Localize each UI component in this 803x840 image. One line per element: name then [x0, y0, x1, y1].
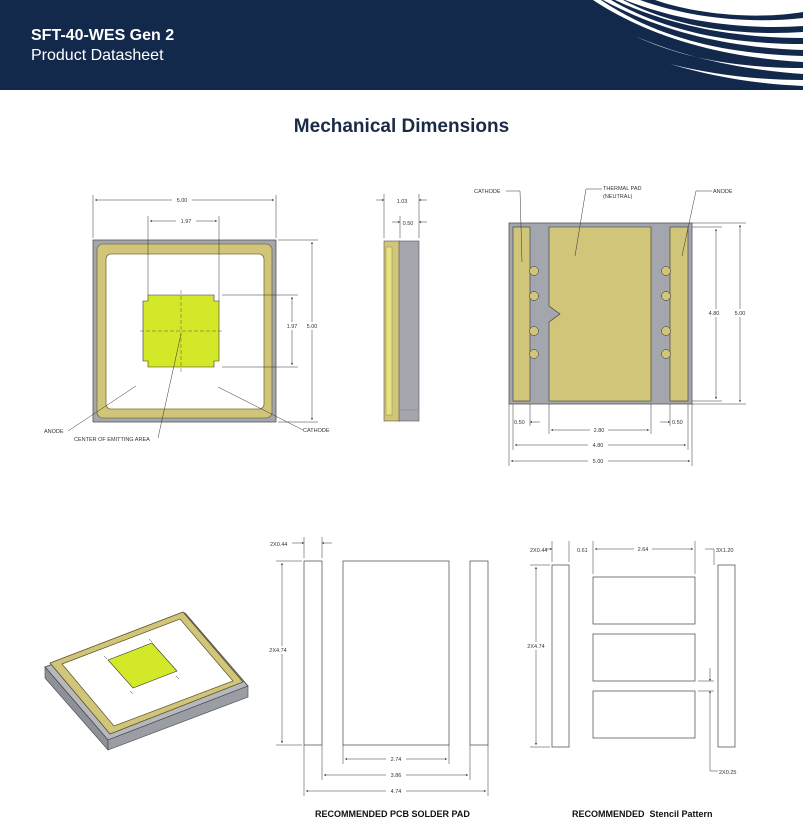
isometric-view-drawing	[45, 612, 248, 750]
bottom-outer-width-dim: 5.00	[592, 459, 604, 465]
stencil-pad-width-dim: 2X0.44	[530, 548, 548, 554]
thermal-pad-label-2: (NEUTRAL)	[603, 194, 633, 200]
pcb-pad-caption: RECOMMENDED PCB SOLDER PAD	[315, 809, 470, 819]
thermal-pad	[549, 227, 651, 401]
pcb-left-pad	[304, 561, 322, 745]
product-name: SFT-40-WES Gen 2	[31, 27, 175, 44]
bottom-anode-label: ANODE	[713, 189, 733, 195]
bottom-center-pad-dim: 2.80	[593, 428, 605, 434]
document-subtitle: Product Datasheet	[31, 47, 164, 64]
anode-label: ANODE	[44, 429, 64, 435]
thermal-pad-label-1: THERMAL PAD	[603, 186, 642, 192]
top-width-dim: 5.00	[176, 198, 188, 204]
cathode-label: CATHODE	[303, 428, 330, 434]
stencil-aperture-height-dim: 3X1.20	[716, 548, 734, 554]
pcb-pad-width-dim: 2X0.44	[270, 542, 288, 548]
stencil-aperture-width-dim: 2.64	[637, 547, 649, 553]
stencil-pattern-drawing	[526, 541, 736, 776]
pcb-center-pad	[343, 561, 449, 745]
side-thickness-dim: 1.03	[396, 199, 408, 205]
pcb-outer-dim: 4.74	[390, 789, 402, 795]
stencil-right-pad	[718, 565, 735, 747]
stencil-pad-height-dim: 2X4.74	[527, 644, 545, 650]
side-view-drawing	[376, 194, 427, 421]
bottom-outer-height-dim: 5.00	[734, 311, 746, 317]
bottom-inner-width-dim: 4.80	[592, 443, 604, 449]
stencil-left-pad	[552, 565, 569, 747]
anode-pad	[670, 227, 688, 401]
bottom-left-pad-dim: 0.50	[514, 420, 525, 426]
stencil-caption	[572, 809, 713, 819]
bottom-view-drawing	[474, 186, 748, 466]
section-title: Mechanical Dimensions	[293, 116, 510, 137]
stencil-caption-bold: RECOMMENDED	[572, 809, 645, 819]
side-pad-dim: 0.50	[402, 221, 414, 227]
top-height-dim: 5.00	[306, 324, 318, 330]
pcb-center-dim: 2.74	[390, 757, 402, 763]
pcb-pad-height-dim: 2X4.74	[269, 648, 287, 654]
pcb-right-pad	[470, 561, 488, 745]
bottom-right-pad-dim: 0.50	[672, 420, 683, 426]
stencil-gap-dim: 0.61	[577, 548, 588, 554]
stencil-aperture-1	[593, 577, 695, 624]
pcb-solder-pad-drawing	[268, 537, 488, 796]
pcb-inner-dim: 3.86	[390, 773, 402, 779]
stencil-spacing-dim: 2X0.25	[719, 770, 737, 776]
stencil-caption-rest: Stencil Pattern	[649, 809, 713, 819]
emit-height-dim: 1.97	[286, 324, 298, 330]
top-view-drawing	[44, 195, 330, 443]
bottom-inner-height-dim: 4.80	[708, 311, 720, 317]
bottom-cathode-label: CATHODE	[474, 189, 501, 195]
emit-width-dim: 1.97	[180, 219, 192, 225]
stencil-aperture-2	[593, 634, 695, 681]
stencil-aperture-3	[593, 691, 695, 738]
center-emitting-label: CENTER OF EMITTING AREA	[74, 437, 150, 443]
